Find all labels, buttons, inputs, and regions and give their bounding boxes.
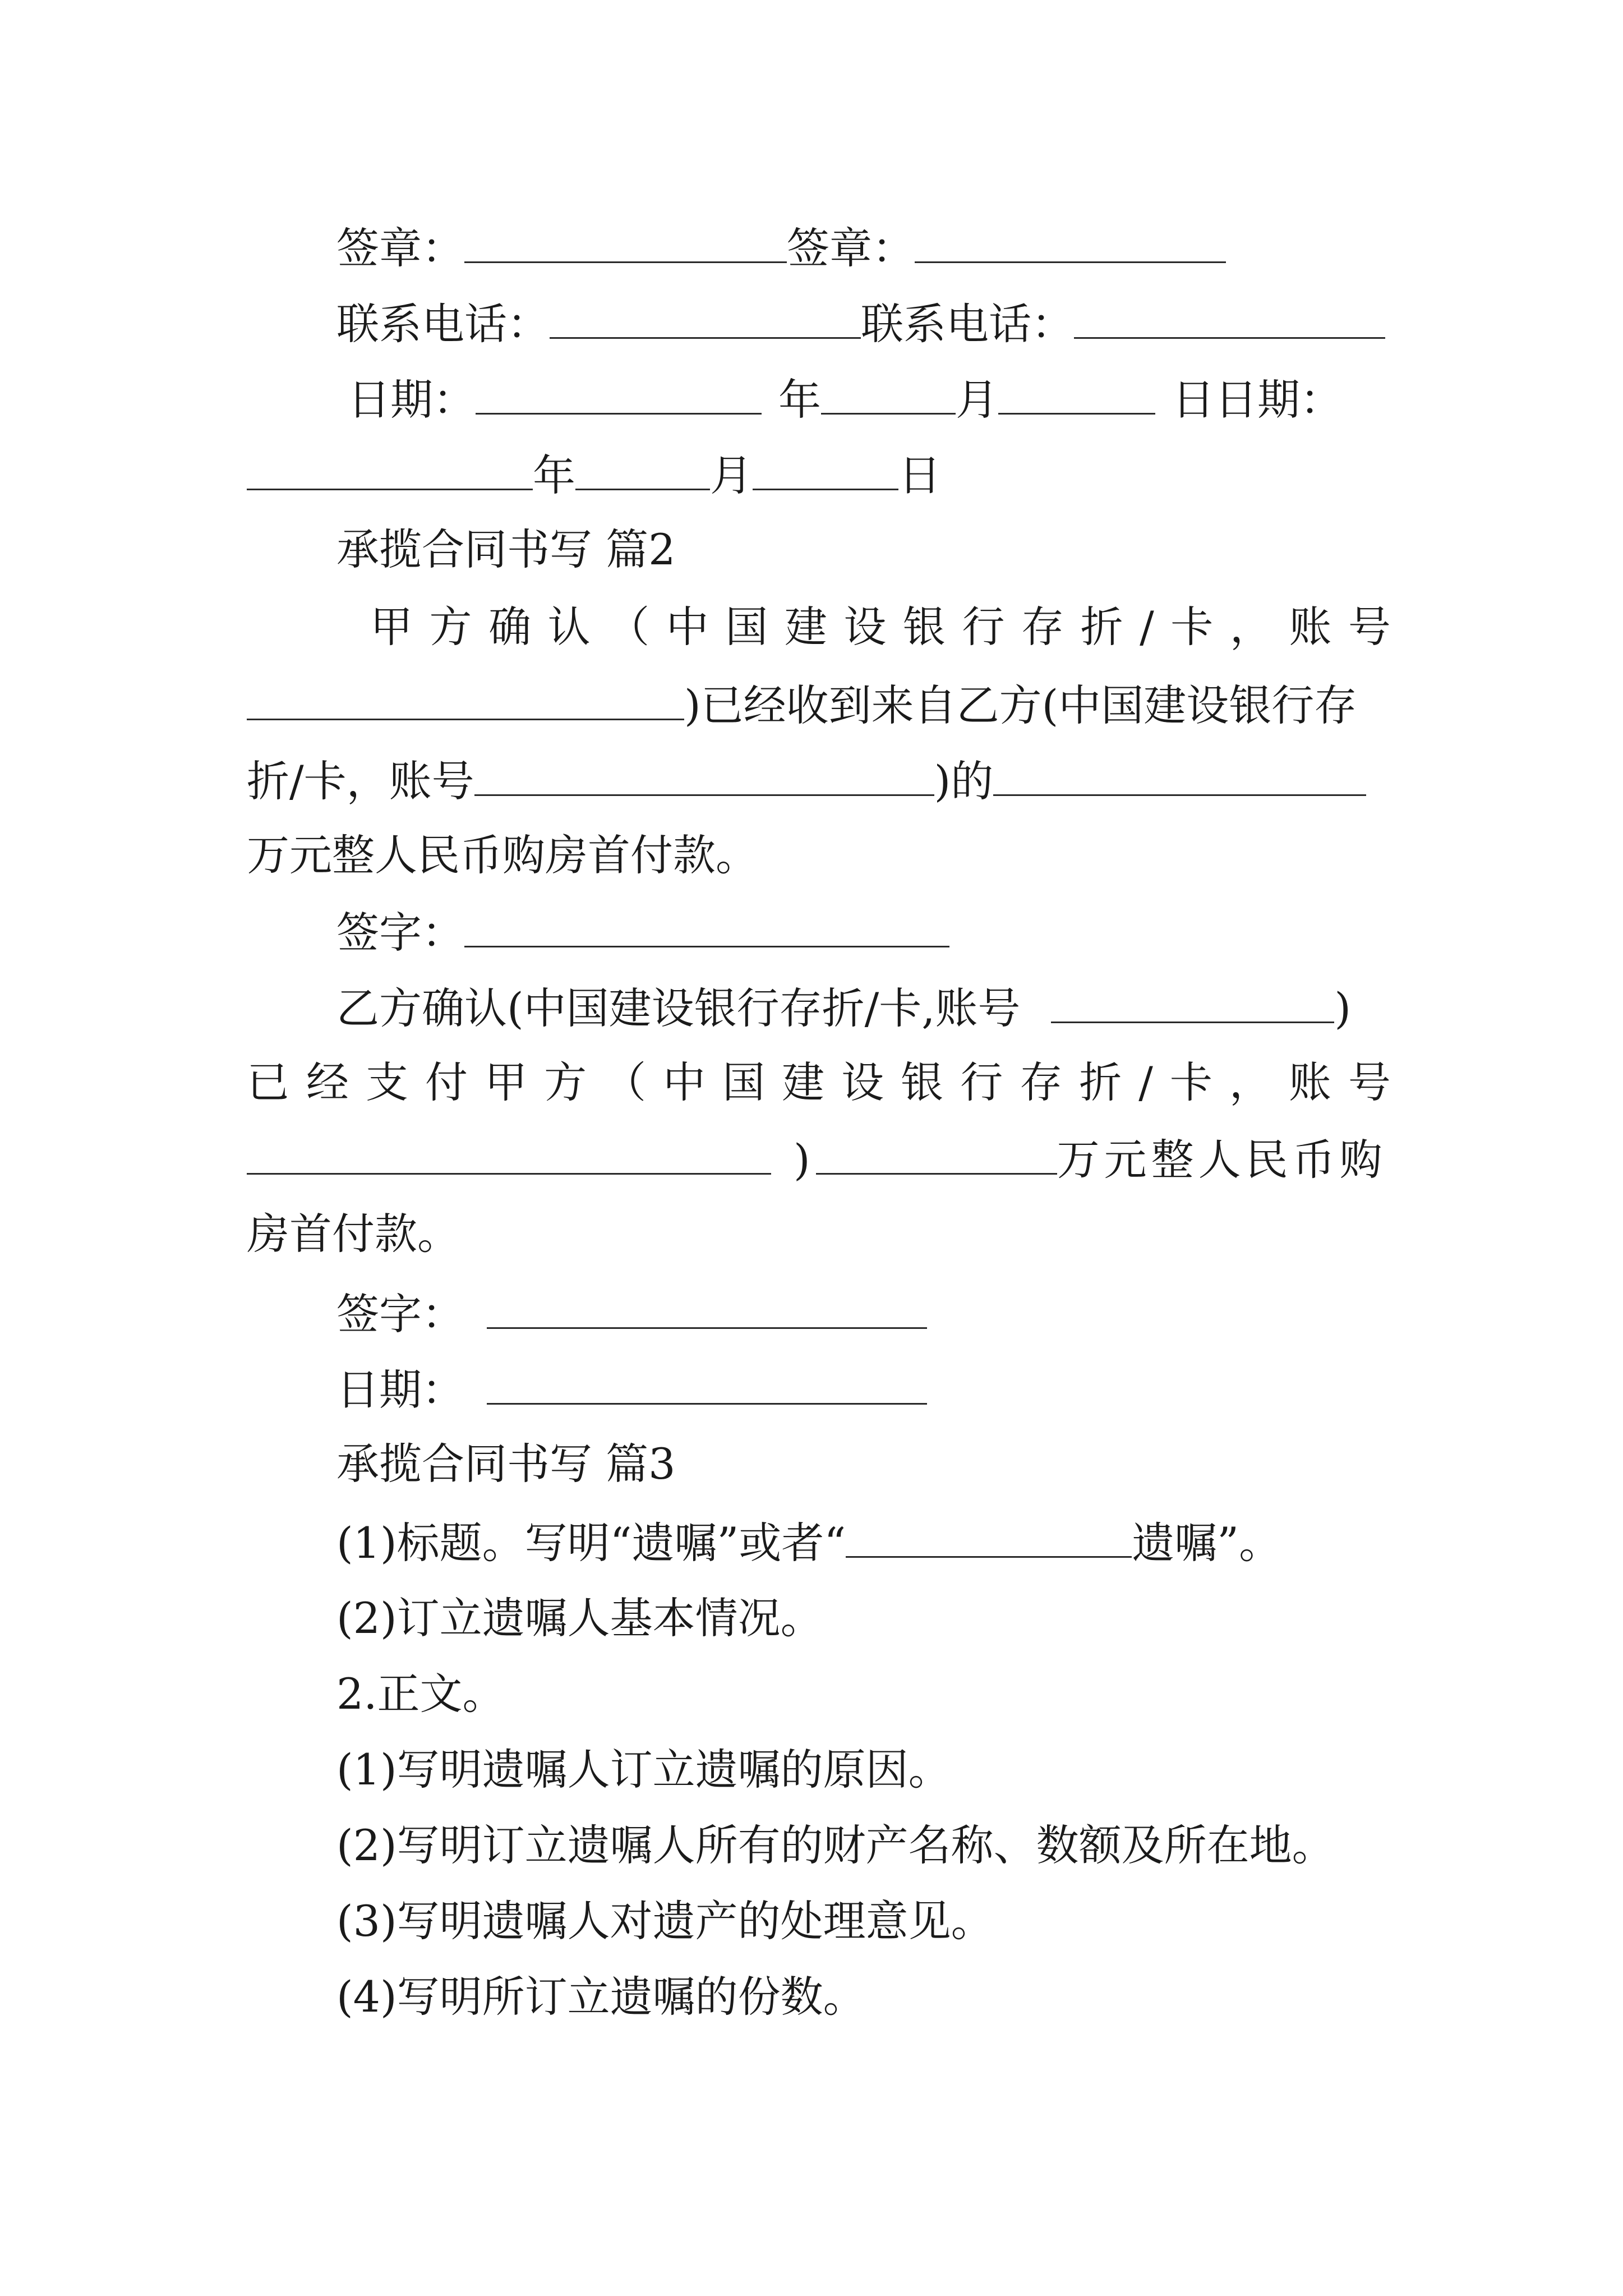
item-basic-info: (2)订立遗嘱人基本情况。	[336, 1593, 823, 1643]
date-2-blank[interactable]	[487, 1355, 927, 1405]
paragraph-2-line-2-char: 甲	[485, 1057, 528, 1107]
item-reason: (1)写明遗嘱人订立遗嘱的原因。	[336, 1745, 951, 1795]
date-day-blank-party-b[interactable]	[753, 440, 898, 490]
paragraph-2-line-3	[247, 1125, 1391, 1192]
item-title-text-b: 遗嘱”。	[1132, 1518, 1282, 1568]
paragraph-2-line-2-char: 经	[306, 1057, 349, 1107]
amount-blank-paid[interactable]	[816, 1125, 1057, 1175]
signature-2-blank[interactable]	[487, 1279, 927, 1329]
signature-label-party-b: 签章：	[787, 223, 915, 273]
paragraph-2-line-2-char: 已	[247, 1057, 289, 1107]
paragraph-2-line-2-char: 建	[782, 1057, 825, 1107]
item-property: (2)写明订立遗嘱人所有的财产名称、数额及所在地。	[336, 1820, 1335, 1870]
paragraph-1-line-1-char: 存	[1021, 602, 1064, 652]
item-body-heading: 2.正文。	[336, 1669, 505, 1719]
paragraph-1-line-1-char: ，	[1229, 602, 1272, 652]
date-row	[348, 365, 1391, 432]
phone-label-party-a: 联系电话：	[336, 299, 550, 349]
year-char: 年	[778, 375, 821, 425]
date-year-blank-party-b[interactable]	[247, 440, 533, 490]
paragraph-2-line-2-char: ，	[1229, 1057, 1272, 1107]
paragraph-1-line-1-char: 国	[725, 602, 768, 652]
paragraph-1-line-1-char: 中	[666, 602, 709, 652]
year-char: 年	[533, 450, 575, 500]
date-day-blank-party-a[interactable]	[998, 365, 1155, 415]
paragraph-2-line-2-char: （	[603, 1057, 647, 1107]
signature-blank-party-a[interactable]	[464, 213, 787, 263]
paragraph-1-line-1-char: 账	[1289, 602, 1332, 652]
paragraph-2-line-2-char: 方	[544, 1057, 587, 1107]
paragraph-2-line-2-char: 卡	[1169, 1057, 1212, 1107]
paragraph-1-line-4: 万元整人民币购房首付款。	[247, 830, 758, 880]
month-char: 月	[956, 375, 998, 425]
paragraph-2-line-2-char: 付	[425, 1057, 468, 1107]
signature-2-label: 签字：	[336, 1289, 464, 1339]
day-and-date-label: 日日期：	[1172, 375, 1343, 425]
paragraph-1-line-2-text: )已经收到来自乙方(中国建设银行存	[684, 680, 1357, 730]
signature-2-row	[336, 1279, 1391, 1346]
phone-blank-party-a[interactable]	[550, 289, 861, 339]
paragraph-2-line-2-char: /	[1138, 1057, 1153, 1107]
paragraph-2-line-2-char: 设	[841, 1057, 884, 1107]
date-2-row	[336, 1355, 1391, 1422]
paragraph-1-line-1-char: 卡	[1170, 602, 1214, 652]
paragraph-1-line-3	[247, 746, 1391, 813]
paragraph-1-line-1-char: 方	[429, 602, 472, 652]
day-char: 日	[898, 450, 941, 500]
paragraph-1-line-3-text-b: )的	[934, 756, 994, 806]
date-2-label: 日期：	[336, 1365, 464, 1415]
paragraph-1-line-1-char: /	[1140, 602, 1154, 652]
paragraph-2-line-3-text-a: )	[794, 1135, 810, 1185]
paragraph-2-line-4: 房首付款。	[247, 1209, 460, 1259]
will-title-blank[interactable]	[846, 1508, 1132, 1558]
signature-1-row	[336, 898, 1391, 965]
item-title-row	[336, 1508, 1391, 1575]
paragraph-2-line-1	[336, 973, 1391, 1041]
paragraph-2-line-3-text-b: 万元整人民币购	[1057, 1135, 1387, 1185]
account-blank-party-a[interactable]	[247, 670, 684, 720]
paragraph-1-line-2	[247, 670, 1391, 738]
paragraph-2-line-2-char: 号	[1348, 1057, 1391, 1107]
paragraph-2-line-2-char: 行	[960, 1057, 1003, 1107]
paragraph-2-line-2-char: 银	[901, 1057, 944, 1107]
paragraph-1-line-3-text-a: 折/卡，账号	[247, 756, 474, 806]
paragraph-2-line-2-char: 存	[1020, 1057, 1063, 1107]
paragraph-2-line-2-char: 国	[722, 1057, 766, 1107]
month-char: 月	[710, 450, 753, 500]
account-blank-party-b[interactable]	[474, 746, 934, 796]
paragraph-1-line-1-char: 认	[547, 602, 591, 652]
paragraph-1-line-1-char: 行	[962, 602, 1005, 652]
paragraph-1-line-1-char: 折	[1080, 602, 1123, 652]
paragraph-2-line-2	[247, 1049, 1391, 1116]
account-blank-party-a-2[interactable]	[247, 1125, 771, 1175]
signature-row	[336, 213, 1391, 280]
date-label-party-a: 日期：	[348, 375, 476, 425]
date-month-blank-party-a[interactable]	[821, 365, 956, 415]
signature-1-blank[interactable]	[464, 898, 949, 947]
paragraph-2-line-2-char: 支	[366, 1057, 409, 1107]
account-blank-party-b-2[interactable]	[1051, 973, 1334, 1023]
date-month-blank-party-b[interactable]	[575, 440, 710, 490]
paragraph-1-line-1-char: 甲	[370, 602, 413, 652]
phone-row	[336, 289, 1391, 356]
paragraph-2-line-1-text-a: 乙方确认(中国建设银行存折/卡,账号	[336, 983, 1021, 1033]
paragraph-2-line-2-char: 折	[1079, 1057, 1122, 1107]
signature-1-label: 签字：	[336, 908, 464, 958]
signature-label-party-a: 签章：	[336, 223, 464, 273]
paragraph-1-line-1-char: 设	[843, 602, 887, 652]
paragraph-1-line-1-char: 号	[1348, 602, 1391, 652]
date-row-continued	[247, 440, 1391, 508]
paragraph-1-line-1	[370, 593, 1391, 661]
item-handling: (3)写明遗嘱人对遗产的处理意见。	[336, 1896, 994, 1946]
signature-blank-party-b[interactable]	[915, 213, 1226, 263]
phone-blank-party-b[interactable]	[1074, 289, 1385, 339]
paragraph-1-line-1-char: 银	[902, 602, 946, 652]
paragraph-1-line-1-char: 确	[488, 602, 532, 652]
section-heading-3: 承揽合同书写 篇3	[336, 1439, 676, 1489]
phone-label-party-b: 联系电话：	[861, 299, 1074, 349]
section-heading-2: 承揽合同书写 篇2	[336, 524, 676, 574]
date-year-blank-party-a[interactable]	[476, 365, 762, 415]
paragraph-1-line-1-char: （	[607, 602, 650, 652]
paragraph-1-line-1-char: 建	[784, 602, 827, 652]
item-title-text-a: (1)标题。写明“遗嘱”或者“	[336, 1518, 846, 1568]
paragraph-2-line-2-char: 中	[663, 1057, 706, 1107]
paragraph-2-line-1-text-b: )	[1334, 983, 1352, 1033]
item-copies: (4)写明所订立遗嘱的份数。	[336, 1972, 866, 2022]
amount-blank-received[interactable]	[993, 746, 1366, 796]
paragraph-2-line-2-char: 账	[1288, 1057, 1331, 1107]
